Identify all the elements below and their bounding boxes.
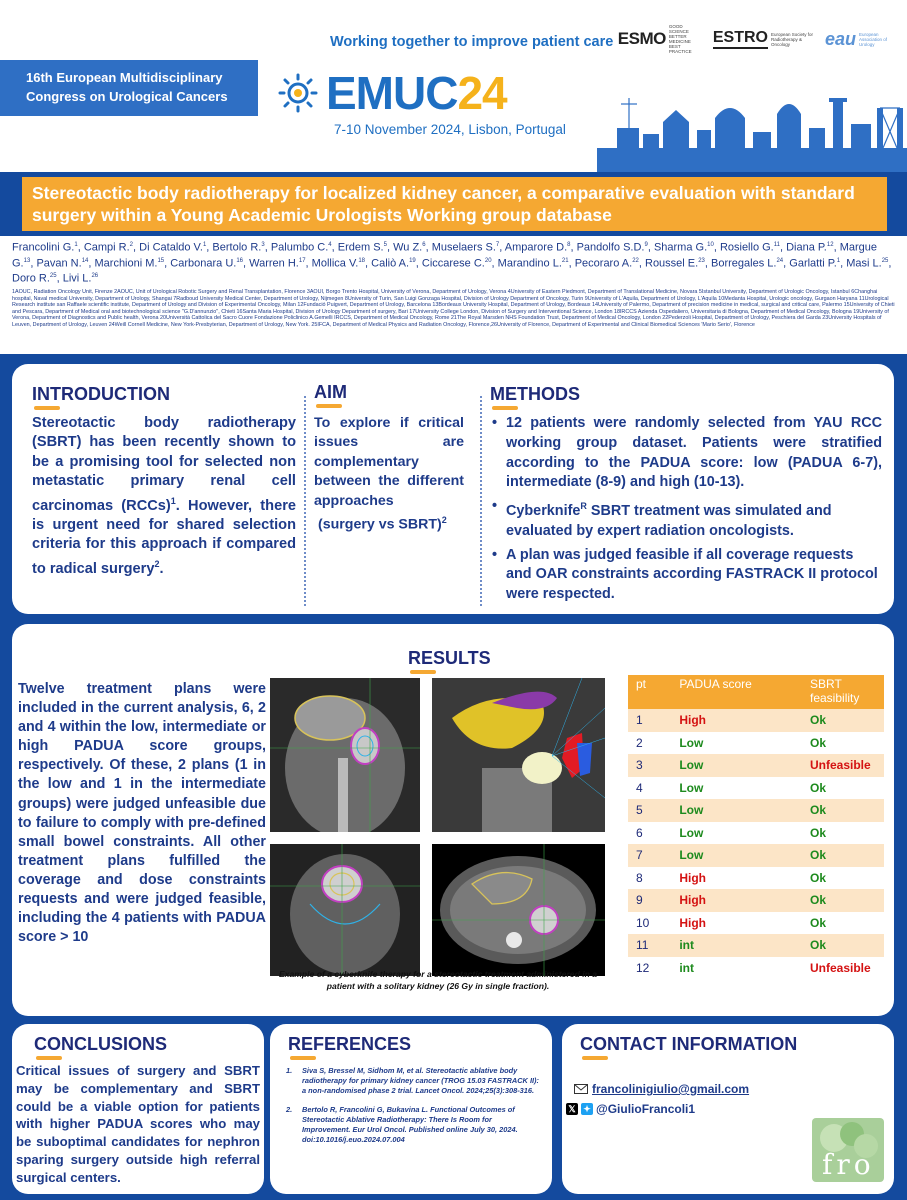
eau-logo-text: eau xyxy=(824,28,856,49)
envelope-icon xyxy=(574,1084,588,1094)
author-affiliation-number: 7 xyxy=(495,242,500,248)
author-name: Carbonara U. xyxy=(170,257,237,270)
author-name: Warren H. xyxy=(249,257,299,270)
cell-padua-score: Low xyxy=(671,844,802,867)
poster-header xyxy=(0,0,907,172)
cell-sbrt-feasibility: Ok xyxy=(802,912,884,935)
author-affiliation-number: 4 xyxy=(328,242,332,248)
author-name: Erdem S. xyxy=(337,241,384,254)
affiliations: 1AOUC, Radiation Oncology Unit, Firenze 2AOUC, Unit of Urological Robotic Surgery and Renal Transplantation, Florence 3AOUI, Borgo Trento Hospital, University of Verona, Department of Urology, Verona 4University of Eastern Piedmont, Department of Translational Medicine, Novara 5Istanbul University, Department of Urologic Oncology, Istanbul 6Changhai hospital, Naval medical University, Department of Urology, Shangai 7Radboud University Medical Center, Department of Urology, Nijmegen 8University of Turin, San Luigi Gonzaga Hospital, Division of Urology Department of Oncology, Turin 9University of L'Aquila, Department of Urology, L'Aquila 10Medanta Hospital, Urologic oncology, Gurgaon Haryana 11Urological Research institute san Raffaele scientific institute, Department of Urology and Division of Experimental Oncology, Milan 12Fundació Puigvert, Department of Urology, Barcelona 13Bordeaux University Hospital, Department of Urology, Bordeaux 14University of Palermo, Department of precision medicine in medical, surgical and critical care, Palermo 15University of Chieti and Pescara, Department of Medical oral and biotechnological science "G.D'annunzio", Chieti 16Santa Maria Hospital, Division of Urology Department of surgery, Bari 17University College London, Division of Surgery and Interventional Science, London 18IRCCS Azienda Ospedaliero, Universitaria di Bologna, Department of Medical Oncology, Bologna 19University of Verona, Department of Diagnostics and Public health, Verona 20Università Cattolica del Sacro Cuore Fondazione Policlinico A.Gemelli IRCCS, Department of Medical Oncology, Rome 21The Royal Marsden NHS Foundation Trust, Department of Medical Oncology, London 22Pederzoli Hospital, Department of Urology, Peschiera del Garda 23University Hospitals of Leuven, Department of Urology, Leuven 24Weill Cornell Medicine, New York-Presbyterian, Department of Urology, New York. 25IFCA, Department of Medical Physics and Radiation Oncology, Florence,26University of Florence, Department of Experimental and Clinical Biomedical Sciences 'Mario Serio', Florence xyxy=(12,288,895,328)
partner-logos xyxy=(618,24,893,54)
author-name: Marandino L. xyxy=(497,257,562,270)
3d-dose-rendering-image xyxy=(432,678,605,832)
author-affiliation-number: 14 xyxy=(81,257,89,264)
author-affiliation-number: 11 xyxy=(773,242,780,248)
author-name: Ciccarese C. xyxy=(421,257,485,270)
author-affiliation-number: 17 xyxy=(298,257,306,264)
author-affiliation-number: 18 xyxy=(358,257,366,264)
introduction-text-part1: Stereotactic body radiotherapy (SBRT) has been recently shown to be a promising tool for selected non metastatic primary renal cell carcinomas (RCCs) xyxy=(32,415,296,514)
x-logo-icon: 𝕏 xyxy=(566,1103,578,1115)
table-header-row xyxy=(628,675,884,709)
column-header-sbrt-feasibility: SBRT feasibility xyxy=(802,675,884,709)
author-name: Margue G. xyxy=(12,241,877,270)
esmo-logo-subtext: GOOD SCIENCE BETTER MEDICINE BEST PRACTICE xyxy=(668,24,692,54)
table-row xyxy=(628,934,884,957)
heading-underline xyxy=(410,670,436,674)
fro-logo-text: fro xyxy=(822,1148,875,1181)
author-affiliation-number: 1 xyxy=(74,242,78,248)
cell-padua-score: int xyxy=(671,934,802,957)
cell-pt: 4 xyxy=(628,777,671,800)
conclusions-heading: CONCLUSIONS xyxy=(34,1034,168,1054)
cell-pt: 8 xyxy=(628,867,671,890)
methods-heading: METHODS xyxy=(490,384,580,404)
cell-sbrt-feasibility: Ok xyxy=(802,934,884,957)
congress-date-location: 7-10 November 2024, Lisbon, Portugal xyxy=(334,122,566,137)
cell-pt: 7 xyxy=(628,844,671,867)
cell-padua-score: Low xyxy=(671,799,802,822)
social-handle[interactable]: @GiulioFrancoli1 xyxy=(596,1102,696,1116)
cell-pt: 1 xyxy=(628,709,671,732)
author-name: Amparore D. xyxy=(504,241,568,254)
author-affiliation-number: 5 xyxy=(383,242,387,248)
table-row xyxy=(628,754,884,777)
emuc-wordmark-year: 24 xyxy=(457,67,507,119)
emuc-wordmark-main: EMUC xyxy=(326,67,458,119)
author-name: Garlatti P. xyxy=(789,257,837,270)
heading-underline xyxy=(492,406,518,410)
aim-citation: 2 xyxy=(441,515,447,526)
author-affiliation-number: 1 xyxy=(202,242,207,248)
intro-aim-methods-card xyxy=(12,364,894,614)
table-row xyxy=(628,799,884,822)
contact-heading-block xyxy=(580,1034,797,1060)
eau-logo xyxy=(825,29,893,50)
introduction-text xyxy=(32,414,296,579)
author-affiliation-number: 23 xyxy=(698,257,705,264)
cell-pt: 10 xyxy=(628,912,671,935)
methods-list xyxy=(490,414,882,605)
aim-section xyxy=(314,382,464,535)
author-name: Rosiello G. xyxy=(719,241,774,254)
cell-padua-score: High xyxy=(671,867,802,890)
table-row xyxy=(628,889,884,912)
conclusions-card xyxy=(12,1024,264,1194)
column-header-padua-score: PADUA score xyxy=(671,675,802,709)
cell-pt: 6 xyxy=(628,822,671,845)
lisbon-skyline-illustration xyxy=(597,88,907,172)
author-affiliation-number: 16 xyxy=(236,257,244,264)
author-affiliation-number: 21 xyxy=(561,257,569,264)
column-header-pt: pt xyxy=(628,675,671,709)
references-list xyxy=(284,1066,542,1154)
methods-item2-part2: SBRT treatment was simulated and evaluated by expert radiation oncologists. xyxy=(506,502,832,539)
ct-scan-coronal-image xyxy=(270,678,420,832)
reference-text: Siva S, Bressel M, Sidhom M, et al. Stereotactic ablative body radiotherapy for primary kidney cancer (TROG 15.03 FASTRACK II): a non-randomised phase 2 trial. Lancet Oncol. 2024;25(3):308-316. xyxy=(302,1066,539,1095)
methods-item xyxy=(490,497,882,541)
congress-name-line1: 16th European Multidisciplinary xyxy=(26,70,223,85)
reference-number: 2. xyxy=(286,1105,293,1114)
cell-padua-score: High xyxy=(671,709,802,732)
reference-item xyxy=(284,1105,542,1145)
table-row xyxy=(628,957,884,980)
cell-padua-score: High xyxy=(671,912,802,935)
author-affiliation-number: 13 xyxy=(23,257,31,264)
author-name: Masi L. xyxy=(846,257,882,270)
table-body xyxy=(628,709,884,979)
cell-pt: 9 xyxy=(628,889,671,912)
contact-heading: CONTACT INFORMATION xyxy=(580,1034,798,1054)
cell-pt: 3 xyxy=(628,754,671,777)
author-affiliation-number: 25 xyxy=(49,273,57,280)
cell-padua-score: High xyxy=(671,889,802,912)
tagline: Working together to improve patient care xyxy=(330,34,614,50)
references-heading-block xyxy=(288,1034,411,1060)
author-affiliation-number: 1 xyxy=(836,257,841,264)
cell-pt: 12 xyxy=(628,957,671,980)
cell-pt: 5 xyxy=(628,799,671,822)
estro-logo xyxy=(713,29,815,49)
author-affiliation-number: 2 xyxy=(129,242,134,248)
author-affiliation-number: 9 xyxy=(644,242,648,248)
conclusions-text: Critical issues of surgery and SBRT may be complementary and SBRT could be a viable option for patients with higher PADUA scores who may be suboptimal candidates for nephron sparing surgery outside high referral surgical centers. xyxy=(16,1063,260,1185)
contact-card xyxy=(562,1024,894,1194)
fro-logo xyxy=(812,1118,884,1182)
cell-sbrt-feasibility: Ok xyxy=(802,732,884,755)
methods-item: • 12 patients were randomly selected from YAU RCC working group dataset. Patients were stratified according to the PADUA score: low (PADUA 6-7), intermediate (8-9) and high (10-13). xyxy=(490,414,882,493)
author-name: Roussel E. xyxy=(645,257,699,270)
cell-sbrt-feasibility: Ok xyxy=(802,822,884,845)
table-row xyxy=(628,709,884,732)
aim-text: To explore if critical issues are complementary between the different approaches xyxy=(314,415,464,509)
author-name: Marchioni M. xyxy=(94,257,158,270)
author-name: Bertolo R. xyxy=(212,241,262,254)
table-row xyxy=(628,844,884,867)
ct-scan-sagittal-image xyxy=(270,844,420,976)
table-row xyxy=(628,732,884,755)
author-name: Diana P. xyxy=(786,241,827,254)
author-affiliation-number: 8 xyxy=(567,242,571,248)
results-heading-block xyxy=(408,648,491,674)
author-affiliation-number: 15 xyxy=(157,257,165,264)
methods-section xyxy=(490,384,882,609)
author-affiliation-number: 3 xyxy=(261,242,265,248)
cell-sbrt-feasibility: Ok xyxy=(802,799,884,822)
cell-padua-score: Low xyxy=(671,732,802,755)
author-name: Borregales L. xyxy=(711,257,777,270)
author-name: Campi R. xyxy=(83,241,130,254)
cell-sbrt-feasibility: Ok xyxy=(802,867,884,890)
author-name: Palumbo C. xyxy=(270,241,329,254)
references-heading: REFERENCES xyxy=(288,1034,412,1054)
congress-name-box xyxy=(0,60,258,116)
heading-underline xyxy=(34,406,60,410)
introduction-citation-1: 1 xyxy=(170,495,176,506)
reference-number: 1. xyxy=(286,1066,293,1075)
estro-logo-text: ESTRO xyxy=(713,29,768,49)
author-name: Sharma G. xyxy=(653,241,708,254)
poster-title: Stereotactic body radiotherapy for localized kidney cancer, a comparative evaluation with standard surgery within a Young Academic Urologists Working group database xyxy=(22,177,887,231)
author-affiliation-number: 10 xyxy=(707,242,714,248)
author-affiliation-number: 24 xyxy=(776,257,784,264)
introduction-section xyxy=(32,384,296,579)
heading-underline xyxy=(316,404,342,408)
estro-logo-subtext: European Society for Radiotherapy & Oncology xyxy=(770,31,813,47)
reference-text: Bertolo R, Francolini G, Bukavina L. Functional Outcomes of Stereotactic Ablative Radiotherapy: There Is Room for Improvement. Eur Urol Oncol. Published online July 30, 2024. doi:10.1016/j.euo.2024.07.004 xyxy=(302,1105,518,1144)
cell-sbrt-feasibility: Ok xyxy=(802,777,884,800)
references-card xyxy=(270,1024,552,1194)
methods-item: • A plan was judged feasible if all coverage requests and OAR constraints according FASTRACK II protocol were respected. xyxy=(490,546,882,605)
author-name: Pandolfo S.D. xyxy=(576,241,645,254)
emuc-wordmark xyxy=(326,66,507,120)
author-affiliation-number: 25 xyxy=(881,257,889,264)
results-heading: RESULTS xyxy=(408,648,491,668)
cell-pt: 2 xyxy=(628,732,671,755)
introduction-text-part3: . xyxy=(159,560,164,577)
author-name: Francolini G. xyxy=(12,241,75,254)
heading-underline xyxy=(36,1056,62,1060)
cell-sbrt-feasibility: Unfeasible xyxy=(802,957,884,980)
congress-name-line2: Congress on Urological Cancers xyxy=(26,89,228,104)
authors-section xyxy=(0,236,907,354)
cell-sbrt-feasibility: Ok xyxy=(802,844,884,867)
author-affiliation-number: 6 xyxy=(422,242,426,248)
cell-sbrt-feasibility: Ok xyxy=(802,889,884,912)
emuc-logo xyxy=(278,66,507,120)
cell-pt: 11 xyxy=(628,934,671,957)
author-affiliation-number: 12 xyxy=(826,242,834,248)
author-name: Caliò A. xyxy=(371,257,410,270)
introduction-citation-2: 2 xyxy=(154,558,160,569)
social-handle-row xyxy=(566,1102,695,1116)
author-name: Pecoraro A. xyxy=(574,257,633,270)
cell-padua-score: Low xyxy=(671,777,802,800)
esmo-logo xyxy=(618,24,703,54)
author-name: Doro R. xyxy=(12,272,50,285)
introduction-text-part2: . However, there is urgent need for shared selection criteria for this approach if compared to radical surgery xyxy=(32,497,296,577)
figure-caption: Example of a cyberknife therapy for a stereotactic treatment administered in a patient with a solitary kidney (26 Gy in single fraction). xyxy=(278,969,598,991)
author-name: Di Cataldo V. xyxy=(139,241,203,254)
aim-text-comparison xyxy=(314,511,464,535)
introduction-heading: INTRODUCTION xyxy=(32,384,170,404)
author-affiliation-number: 26 xyxy=(91,273,99,280)
author-name: Livi L. xyxy=(62,272,92,285)
heading-underline xyxy=(290,1056,316,1060)
cell-padua-score: Low xyxy=(671,822,802,845)
author-list: Francolini G.$^1$, Campi R.$^2$, Di Cataldo V.$^1$, Bertolo R.$^3$, Palumbo C.$^4$, Erdem S.$^5$, Wu Z.$^6$, Muselaers S.$^7$, Amparore D.$^8$, Pandolfo S.D.$^9$, Sharma G.$^{10}$, Rosiello G.$^{11}$, Diana P.$^{12}$, Margue G.$^{13}$, Pavan N.$^{14}$, Marchioni M.$^{15}$, Carbonara U.$^{16}$, Warren H.$^{17}$, Mollica V.$^{18}$, Caliò A.$^{19}$, Ciccarese C.$^{20}$, Marandino L.$^{21}$, Pecoraro A.$^{22}$, Roussel E.$^{23}$, Borregales L.$^{24}$, Garlatti P.$^1$, Masi L.$^{25}$, Doro R.$^{25}$, Livi L.$^{26}$ xyxy=(12,241,892,285)
aim-comparison: (surgery vs SBRT) xyxy=(318,516,442,533)
cell-sbrt-feasibility: Unfeasible xyxy=(802,754,884,777)
author-affiliation-number: 20 xyxy=(484,257,492,264)
email-link[interactable]: francolinigiulio@gmail.com xyxy=(592,1082,750,1096)
author-name: Muselaers S. xyxy=(431,241,496,254)
table-row xyxy=(628,822,884,845)
divider xyxy=(304,396,306,606)
twitter-bird-icon: ✦ xyxy=(581,1103,593,1115)
esmo-logo-text: ESMO xyxy=(617,29,666,48)
results-text: Twelve treatment plans were included in the current analysis, 6, 2 and 4 within the low, intermediate or high PADUA score groups, respectively. Of these, 2 plans (1 in the low and 1 in the intermediate groups) were judged unfeasible due to failure to comply with pre-defined small bowel constraints. All other treatment plans fulfilled the coverage and dose constraints requests and were judged feasible, including the 4 patients with PADUA score > 10 xyxy=(18,681,266,946)
aim-heading: AIM xyxy=(314,382,347,402)
cell-padua-score: Low xyxy=(671,754,802,777)
conclusions-heading-block xyxy=(34,1034,167,1060)
results-card xyxy=(12,624,894,1016)
methods-item2-part1: Cyberknife xyxy=(506,502,581,519)
registered-mark: R xyxy=(580,501,587,512)
eau-logo-subtext: European Association of Urology xyxy=(859,31,888,47)
divider xyxy=(480,396,482,606)
table-row xyxy=(628,912,884,935)
author-name: Mollica V. xyxy=(311,257,359,270)
author-affiliation-number: 22 xyxy=(632,257,639,264)
author-name: Wu Z. xyxy=(393,241,423,254)
ct-scan-axial-image xyxy=(432,844,605,976)
table-row xyxy=(628,777,884,800)
reference-item xyxy=(284,1066,542,1096)
author-affiliation-number: 19 xyxy=(409,257,416,264)
sun-icon xyxy=(278,73,318,113)
cell-sbrt-feasibility: Ok xyxy=(802,709,884,732)
table-row xyxy=(628,867,884,890)
cell-padua-score: int xyxy=(671,957,802,980)
author-name: Pavan N. xyxy=(36,257,82,270)
heading-underline xyxy=(582,1056,608,1060)
email-row xyxy=(574,1082,749,1096)
patient-feasibility-table xyxy=(628,675,884,979)
